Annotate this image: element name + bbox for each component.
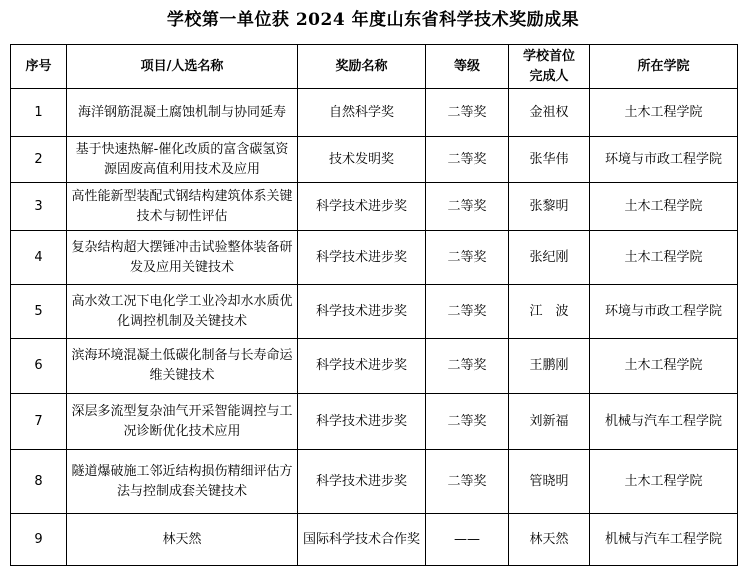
cell-project: 林天然 xyxy=(67,514,298,566)
cell-level: 二等奖 xyxy=(426,285,509,339)
cell-leader: 张纪刚 xyxy=(509,231,590,285)
cell-leader: 张华伟 xyxy=(509,137,590,183)
cell-index: 3 xyxy=(11,183,67,231)
cell-leader: 金祖权 xyxy=(509,89,590,137)
cell-level: 二等奖 xyxy=(426,137,509,183)
cell-index: 8 xyxy=(11,450,67,514)
table-body xyxy=(11,89,738,566)
header-college: 所在学院 xyxy=(590,45,738,89)
document-title: 学校第一单位获 2024 年度山东省科学技术奖励成果 xyxy=(166,10,580,30)
awards-table xyxy=(10,44,738,566)
cell-project: 深层多流型复杂油气开采智能调控与工况诊断优化技术应用 xyxy=(67,394,298,450)
cell-index: 5 xyxy=(11,285,67,339)
table-row xyxy=(11,450,738,514)
cell-project: 复杂结构超大摆锤冲击试验整体装备研发及应用关键技术 xyxy=(67,231,298,285)
header-level: 等级 xyxy=(426,45,509,89)
cell-project: 高水效工况下电化学工业冷却水水质优化调控机制及关键技术 xyxy=(67,285,298,339)
cell-index: 6 xyxy=(11,339,67,394)
table-row xyxy=(11,89,738,137)
cell-leader: 王鹏刚 xyxy=(509,339,590,394)
cell-index: 4 xyxy=(11,231,67,285)
cell-level: 二等奖 xyxy=(426,450,509,514)
cell-award: 技术发明奖 xyxy=(298,137,426,183)
cell-level: 二等奖 xyxy=(426,89,509,137)
table-row xyxy=(11,285,738,339)
table-row xyxy=(11,514,738,566)
cell-award: 科学技术进步奖 xyxy=(298,339,426,394)
cell-college: 土木工程学院 xyxy=(590,450,738,514)
cell-project: 隧道爆破施工邻近结构损伤精细评估方法与控制成套关键技术 xyxy=(67,450,298,514)
table-row xyxy=(11,183,738,231)
cell-college: 机械与汽车工程学院 xyxy=(590,394,738,450)
table-header xyxy=(11,45,738,89)
header-row xyxy=(11,45,738,89)
cell-award: 科学技术进步奖 xyxy=(298,231,426,285)
cell-index: 9 xyxy=(11,514,67,566)
cell-index: 1 xyxy=(11,89,67,137)
cell-index: 7 xyxy=(11,394,67,450)
cell-level: 二等奖 xyxy=(426,394,509,450)
cell-award: 科学技术进步奖 xyxy=(298,285,426,339)
cell-leader: 张黎明 xyxy=(509,183,590,231)
table-row xyxy=(11,394,738,450)
cell-award: 科学技术进步奖 xyxy=(298,394,426,450)
cell-leader: 管晓明 xyxy=(509,450,590,514)
cell-award: 自然科学奖 xyxy=(298,89,426,137)
cell-leader: 江 波 xyxy=(509,285,590,339)
cell-college: 环境与市政工程学院 xyxy=(590,285,738,339)
cell-leader: 刘新福 xyxy=(509,394,590,450)
cell-index: 2 xyxy=(11,137,67,183)
cell-project: 海洋钢筋混凝土腐蚀机制与协同延寿 xyxy=(67,89,298,137)
cell-level: 二等奖 xyxy=(426,183,509,231)
cell-level: 二等奖 xyxy=(426,231,509,285)
table-row xyxy=(11,339,738,394)
cell-award: 国际科学技术合作奖 xyxy=(298,514,426,566)
cell-project: 基于快速热解-催化改质的富含碳氢资源固废高值利用技术及应用 xyxy=(67,137,298,183)
table-row xyxy=(11,137,738,183)
header-leader: 学校首位完成人 xyxy=(509,45,590,89)
cell-college: 环境与市政工程学院 xyxy=(590,137,738,183)
cell-college: 土木工程学院 xyxy=(590,339,738,394)
cell-college: 土木工程学院 xyxy=(590,89,738,137)
cell-college: 土木工程学院 xyxy=(590,183,738,231)
cell-level: 二等奖 xyxy=(426,339,509,394)
cell-award: 科学技术进步奖 xyxy=(298,183,426,231)
cell-level: —— xyxy=(426,514,509,566)
cell-college: 机械与汽车工程学院 xyxy=(590,514,738,566)
header-index: 序号 xyxy=(11,45,67,89)
cell-award: 科学技术进步奖 xyxy=(298,450,426,514)
table-row xyxy=(11,231,738,285)
cell-leader: 林天然 xyxy=(509,514,590,566)
header-project: 项目/人选名称 xyxy=(67,45,298,89)
cell-project: 高性能新型装配式钢结构建筑体系关键技术与韧性评估 xyxy=(67,183,298,231)
header-award: 奖励名称 xyxy=(298,45,426,89)
cell-college: 土木工程学院 xyxy=(590,231,738,285)
cell-project: 滨海环境混凝土低碳化制备与长寿命运维关键技术 xyxy=(67,339,298,394)
